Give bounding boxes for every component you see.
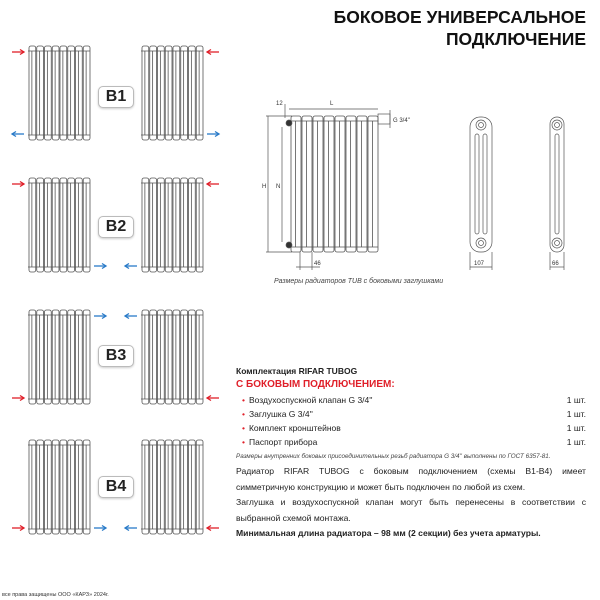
return-arrow-icon <box>125 264 137 269</box>
supply-arrow-icon <box>207 182 219 187</box>
return-arrow-icon <box>94 314 106 319</box>
kit-list <box>236 393 586 449</box>
dim-length: L <box>330 101 334 107</box>
dimension-drawing <box>262 92 600 277</box>
thread-note: Размеры внутренних боковых присоединительных резьб радиатора G 3/4'' выполнены по ГОСТ 6357-81. <box>236 453 551 460</box>
bullet-icon: • <box>242 395 245 405</box>
return-arrow-icon <box>94 264 106 269</box>
supply-arrow-icon <box>12 396 24 401</box>
copyright: все права защищены ООО «КАРЗ» 2024г. <box>2 592 109 598</box>
scheme-b2 <box>0 176 235 276</box>
radiator-icon <box>141 440 203 534</box>
supply-arrow-icon <box>207 526 219 531</box>
radiator-icon <box>28 46 90 140</box>
return-arrow-icon <box>125 314 137 319</box>
return-arrow-icon <box>207 132 219 137</box>
radiator-side-view-107 <box>470 117 492 270</box>
dim-height: H <box>262 184 267 190</box>
radiator-icon <box>141 178 203 272</box>
radiator-icon <box>28 440 90 534</box>
scheme-b1 <box>0 44 235 144</box>
dim-axis: N <box>276 184 281 190</box>
kit-section <box>236 366 586 460</box>
supply-arrow-icon <box>207 396 219 401</box>
kit-heading: Комплектация RIFAR TUBOG <box>236 366 358 376</box>
description: Радиатор RIFAR TUBOG с боковым подключением (схемы B1-B4) имеет симметричную конструкцию и может быть подключен по любой из схем. Заглушка и воздухоспускной клапан могут быть перенесены в соответствии с выбранной схемой монтажа. Минимальная длина радиатора – 98 мм (2 секции) без учета арматуры. <box>236 466 586 538</box>
list-item: • Паспорт прибора 1 шт. <box>242 437 586 447</box>
scheme-b3 <box>0 308 235 408</box>
dim-depth: 107 <box>474 261 485 267</box>
return-arrow-icon <box>12 132 24 137</box>
plug-icon <box>286 120 292 126</box>
kit-subheading: С БОКОВЫМ ПОДКЛЮЧЕНИЕМ: <box>236 379 395 390</box>
bullet-icon: • <box>242 437 245 447</box>
radiator-icon <box>28 178 90 272</box>
scheme-label: B4 <box>98 476 134 498</box>
list-item: • Заглушка G 3/4'' 1 шт. <box>242 409 586 419</box>
scheme-label: B3 <box>98 345 134 367</box>
return-arrow-icon <box>94 526 106 531</box>
bullet-icon: • <box>242 409 245 419</box>
dim-section: 46 <box>314 261 321 267</box>
drawing-caption: Размеры радиаторов TUB с боковыми заглушками <box>274 278 444 285</box>
radiator-icon <box>141 46 203 140</box>
page-title: БОКОВОЕ УНИВЕРСАЛЬНОЕ ПОДКЛЮЧЕНИЕ <box>333 7 586 49</box>
supply-arrow-icon <box>12 182 24 187</box>
dim-offset: 12 <box>276 101 283 107</box>
radiator-icon <box>290 116 378 252</box>
radiator-icon <box>141 310 203 404</box>
list-item: • Комплект кронштейнов 1 шт. <box>242 423 586 433</box>
radiator-icon <box>28 310 90 404</box>
supply-arrow-icon <box>207 50 219 55</box>
supply-arrow-icon <box>12 526 24 531</box>
radiator-front-view <box>286 116 378 252</box>
return-arrow-icon <box>125 526 137 531</box>
dim-width: 66 <box>552 261 559 267</box>
supply-arrow-icon <box>12 50 24 55</box>
scheme-b4 <box>0 438 235 538</box>
scheme-label: B2 <box>98 216 134 238</box>
scheme-label: B1 <box>98 86 134 108</box>
bullet-icon: • <box>242 423 245 433</box>
radiator-side-view-66 <box>550 117 564 270</box>
thread-size: G 3/4'' <box>393 118 410 124</box>
list-item: • Воздухоспускной клапан G 3/4'' 1 шт. <box>242 395 586 405</box>
plug-icon <box>286 242 292 248</box>
